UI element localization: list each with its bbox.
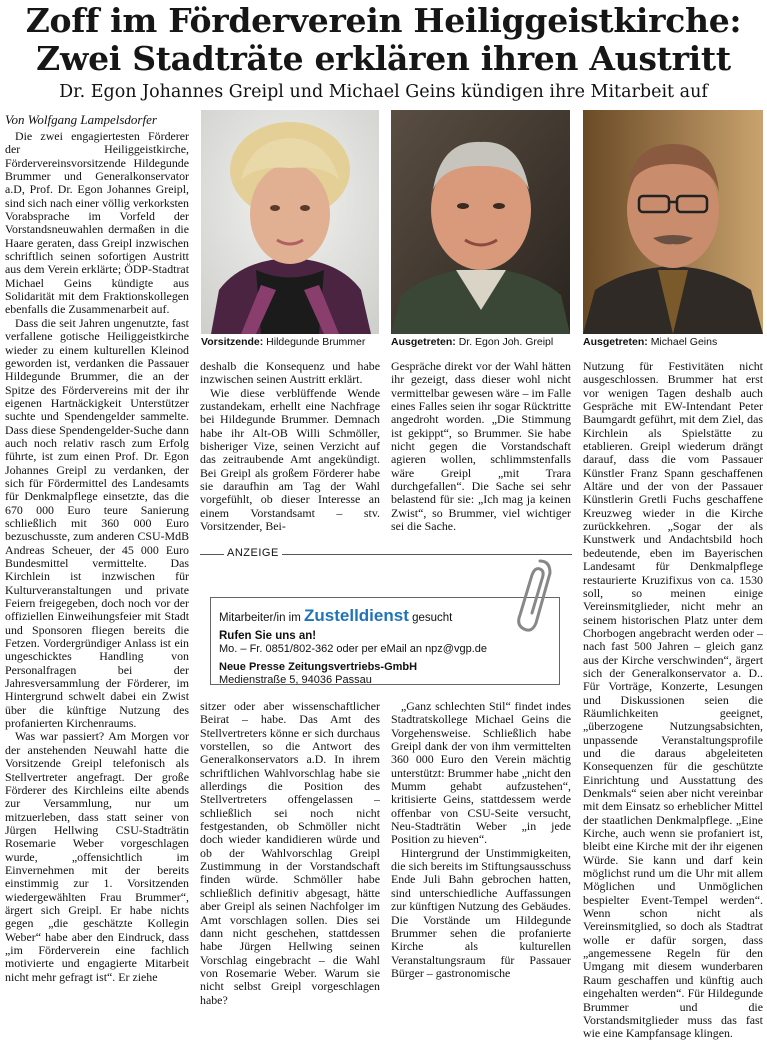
ad-headline: Mitarbeiter/in im Zustelldienst gesucht [219,606,453,625]
ad-box [210,597,560,685]
paragraph: Hintergrund der Unstimmigkeiten, die sich bereits im Stiftungsausschuss Ende Juli Bahn gebrochen hatten, sind unterschiedliche Auffassungen zur künftigen Nutzung des Gebäudes. Die Vorstände um Hildegunde Brummer sehen die profanierte Kirche als kulturellen Veranstaltungsraum für Passauer Bürger – gastronomische [391,845,571,980]
advertisement [200,547,572,690]
paragraph: sitzer oder aber wissenschaftlicher Beirat – habe. Das Amt des Stellvertreters könne er sich durchaus vorstellen, so die Antwort des Generalkonservators a.D. In ihrem schriftlichen Wahlvorschlag habe sie allerdings die Position des Stellvertreters offengelassen – schließlich sei noch nicht festgestanden, ob Schmöller nicht doch wieder kandidieren würde und ob der Wahlvorschlag Greipl Zustimmung in der Vorstandschaft finden würde. Schmöller habe schließlich definitiv abgesagt, hätte aber Greipl als seinen Nachfolger im Amt vorschlagen sollen. Dies sei dann nicht geschehen, stattdessen habe Jürgen Hellwing seinen Vorschlag eingebracht – die Wahl von Rosemarie Weber. Warum sie nicht selbst Greipl vorgeschlagen habe? [200,699,380,1007]
paragraph: Dass die seit Jahren ungenutzte, fast verfallene gotische Heiliggeistkirche wieder zu einem kulturellen Kleinod geworden ist, verdanken die Passauer Hildegunde Brummer, die an der Spitze des Fördervereins mit der ihr eigenen Hartnäckigkeit Unterstützer suchte und Spendengelder sammelte. Dass diese Spendengelder-Suche dann auch noch relativ rasch zum Erfolg führte, ist zum einen Prof. Dr. Egon Johannes Greipl zu verdanken, der sich für Fördermittel des Landesamts für Denkmalpflege einsetzte, das die 670 000 Euro teure Sanierung schließlich mit 360 000 Euro bezuschusste, zum anderen CSU-MdB Andreas Scheuer, der 45 000 Euro Bundesmittel vermittelte. Das Kirchlein ist inzwischen für Kulturveranstaltungen und private Feiern freigegeben, doch noch vor der offiziellen Einweihungsfeier mit Stadt und Sponsoren fliegen bereits die Fetzen. Vordergründiger Anlass ist ein ungeschicktes Handling von Personalfragen bei der Jahresversammlung der Förderer, im Hintergrund schwelt dabei ein Zwist über die künftige Nutzung des profanierten Kirchenraums. [5,315,189,731]
caption-photo-2: Ausgetreten: Dr. Egon Joh. Greipl [391,336,554,348]
caption-photo-1: Vorsitzende: Hildegunde Brummer [201,336,366,348]
article-column-3-bottom [391,700,571,994]
article-column-2-top [200,360,380,545]
ad-call-to-action: Rufen Sie uns an! [219,630,317,642]
article-column-4 [583,359,763,1041]
paragraph: Gespräche direkt vor der Wahl hätten ihr gezeigt, dass dieser wohl nicht vermittelbar gewesen wäre – im Falle eines Falles seien ihr sogar Rücktritte angedroht worden. „Die Stimmung ist gekippt“, so Brummer. Sie habe nicht gegen die Vorstandschaft agieren wollen, schlimmstenfalls wäre Greipl „mit Trara durchgefallen“. Die Sache sei sehr belastend für sie: „Ich mag ja keinen Zwist“, so Brummer, viel wichtiger sei die Sache. [391,359,571,534]
headline-line-2: Zwei Stadträte erklären ihren Austritt [36,39,731,78]
photo-egon-greipl [391,110,570,334]
ad-contact: Mo. – Fr. 0851/802-362 oder per eMail an npz@vgp.de [219,643,487,655]
article-column-3-top [391,360,571,545]
ad-address: Medienstraße 5, 94036 Passau [219,674,372,686]
paragraph: Nutzung für Festivitäten nicht ausgeschlossen. Brummer hat erst vor wenigen Tagen deshalb auch Gespräche mit EW-Intendant Peter Baumgardt geführt, mit dem Ziel, das Kirchlein als Spielstätte zu etablieren. Greipl wiederum drängt darauf, dass die vom Passauer Künstler Franz Spann geschaffenen Altäre und der von der Passauer Künstlerin Gretli Fuchs geschaffene Kreuzweg wieder in die Kirche zurückkehren. „Sogar der als Kunstwerk und Andachtsbild hoch bedeutende, eben im Bayerischen Landesamt für Denkmalpflege restaurierte Kruzifixus von ca. 1530 soll, so meinen einige Vereinsmitglieder, nicht mehr an seinem historischen Platz unter dem Chorbogen angebracht werden oder – nach fast 500 Jahren – gleich ganz aus der Kirche verschwinden“, ärgert sich der Generalkonservator a. D.. Für Vorträge, Konzerte, Lesungen und Diskussionen seien die Räumlichkeiten geeignet, „überzogene Nutzungsabsichten, unpassende Veranstaltungsprofile und die daraus abgeleiteten Konsequenzen für die geschützte Einrichtung und Ausstattung des Denkmals“ seien aber nicht vereinbar mit dem Einsatz so erheblicher Mittel der staatlichen Denkmalpflege. „Eine Kirche, auch wenn sie profaniert ist, bleibt eine Kirche mit der ihr eigenen Würde. Sie kann und darf kein möglichst rund um die Uhr mit allem Möglichen und Unmöglichen bespielter Event-Tempel werden“. Wenn schon nicht als Vereinsmitglied, so doch als Stadtrat wolle er dafür sorgen, dass „angemessene Regeln für den Umgang mit diesem wunderbaren Raum geschaffen und künftig auch eingehalten werden“. Für Hildegunde Brummer und die Vorstandsmitglieder muss das fast wie eine Kampfansage klingen. [583,359,763,1041]
ad-company: Neue Presse Zeitungsvertriebs-GmbH [219,661,418,673]
photo-hildegunde-brummer [201,110,379,334]
caption-photo-3: Ausgetreten: Michael Geins [583,336,718,348]
photo-michael-geins [583,110,763,334]
paragraph: Die zwei engagiertesten Förderer der Heiliggeistkirche, Fördervereinsvorsitzende Hildegunde Brummer und Generalkonservator a.D, Prof. Dr. Egon Johannes Greipl, sind sich nach einer völlig verkorksten Vorabsprache im Vorfeld der Vorstandsneuwahlen dermaßen in die Haare geraten, dass Greipl inzwischen schriftlich seinen sofortigen Austritt aus dem Verein erklärte; ÖDP-Stadtrat Michael Geins kündigte aus Solidarität mit dem Fraktionskollegen ebenfalls die Zusammenarbeit auf. [5,129,189,317]
article-column-2-bottom [200,699,380,1007]
article-column-1 [5,130,189,994]
subheadline: Dr. Egon Johannes Greipl und Michael Geins kündigen ihre Mitarbeit auf [59,82,708,102]
paragraph: Was war passiert? Am Morgen vor der anstehenden Neuwahl hatte die Vorsitzende Greipl telefonisch als Stellvertreter angefragt. Der große Förderer des Kirchleins eilte abends zur Versammlung, nur um mitzuerleben, dass statt seiner von Jürgen Hellwing CSU-Stadträtin Rosemarie Weber vorgeschlagen wurde, „offensichtlich im Einvernehmen mit der bereits einstimmig zur 1. Vorsitzenden wiedergewählten Frau Brummer“, ärgert sich Greipl. Er habe nichts gegen „die geschätzte Kollegin Weber“ habe aber den Eindruck, dass „im Förderverein eine fachlich motivierte und engagierte Mitarbeit nicht mehr gefragt ist“. Er ziehe [5,729,189,984]
paperclip-icon [512,557,554,635]
byline: Von Wolfgang Lampelsdorfer [5,112,157,127]
ad-label: ANZEIGE [224,547,282,559]
paragraph: deshalb die Konsequenz und habe inzwischen seinen Austritt erklärt. [200,359,380,387]
paragraph: „Ganz schlechten Stil“ findet indes Stadtratskollege Michael Geins die Vorgehensweise. Schließlich habe Greipl dank der von ihm vermittelten 360 000 Euro den Verein mächtig unterstützt: Brummer habe „nicht den Mumm gehabt aufzustehen“, kritisierte Geins, stattdessem werde offenbar von CSU-Seite versucht, Neu-Stadträtin Weber „in jede Position zu hieven“. [391,699,571,847]
paragraph: Wie diese verblüffende Wende zustandekam, erhellt eine Nachfrage bei Hildegunde Brummer. Demnach habe ihr Alt-OB Willi Schmöller, bisheriger Vize, seinen Verzicht auf das zeitraubende Amt angekündigt. Bei Greipl als großem Förderer habe sie daraufhin am Tag der Wahl vorgefühlt, ob dieser Interesse an einem Vorstandsamt – stv. Vorsitzender, Bei- [200,385,380,534]
headline-line-1: Zoff im Förderverein Heiliggeistkirche: [25,1,742,40]
